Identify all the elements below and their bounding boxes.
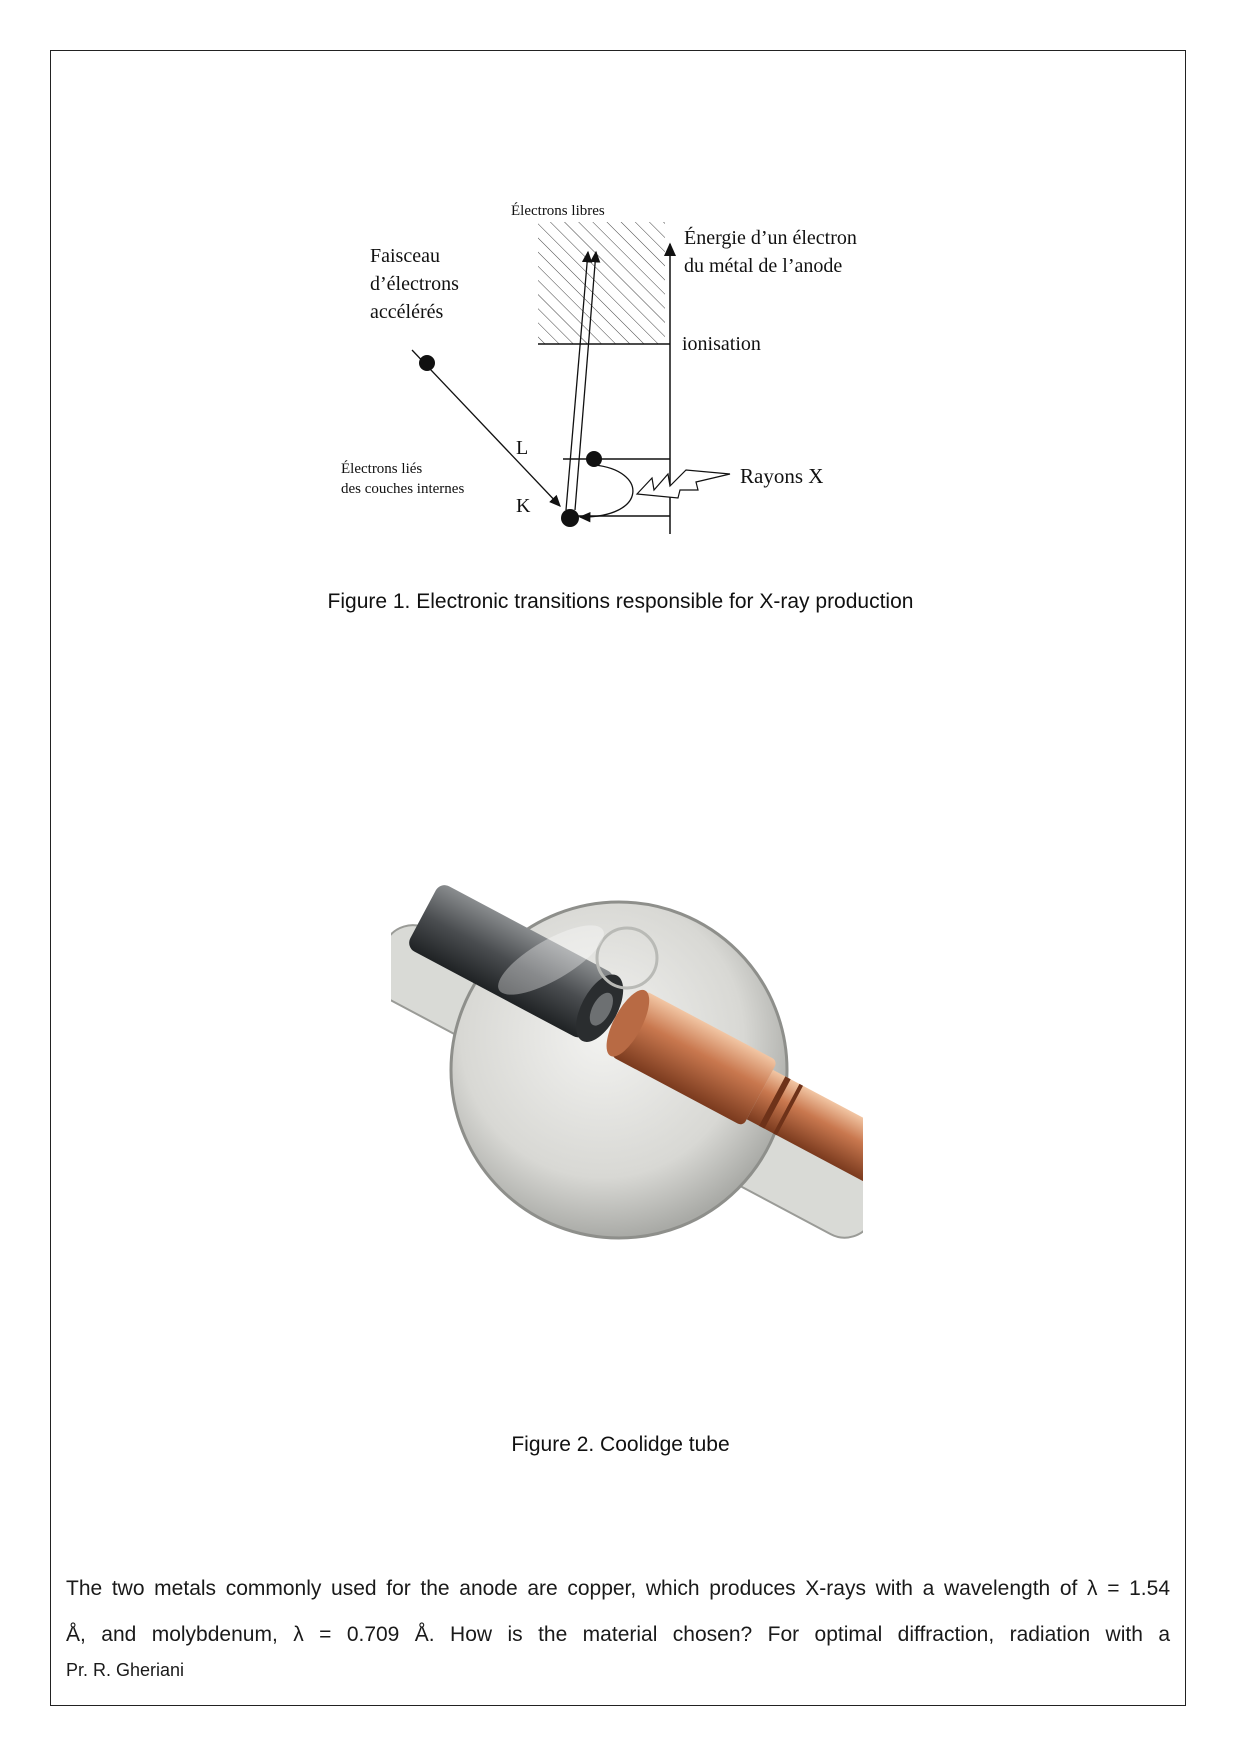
footer-author: Pr. R. Gheriani xyxy=(66,1660,185,1680)
continuum-hatch xyxy=(538,222,665,344)
beam-electron-dot xyxy=(419,355,435,371)
L-to-K-transition-arrow xyxy=(580,465,633,517)
beam-label-line3: accélérés xyxy=(370,301,444,323)
K-electron-dot xyxy=(561,509,579,527)
bound-electrons-label-line2: des couches internes xyxy=(341,481,465,497)
body-line-1: The two metals commonly used for the anode are copper, which produces X-rays with a wavelength of λ = 1.54 xyxy=(66,1577,1170,1600)
body-paragraph xyxy=(66,1566,1170,1658)
L-electron-dot xyxy=(586,451,602,467)
level-K-label: K xyxy=(516,495,531,517)
energy-label-line2: du métal de l’anode xyxy=(684,255,843,277)
beam-label-line2: d’électrons xyxy=(370,273,459,295)
free-electrons-label: Électrons libres xyxy=(511,203,605,219)
figure-2-coolidge-tube-image xyxy=(391,840,863,1312)
bound-electrons-label-line1: Électrons liés xyxy=(341,461,423,477)
figure-2-caption: Figure 2. Coolidge tube xyxy=(511,1433,730,1456)
figure-1-caption: Figure 1. Electronic transitions responsible for X-ray production xyxy=(327,590,914,613)
ionisation-label: ionisation xyxy=(682,333,761,355)
energy-label-line1: Énergie d’un électron xyxy=(684,227,857,249)
xray-zigzag xyxy=(637,470,730,498)
body-line-2: Å, and molybdenum, λ = 0.709 Å. How is the material chosen? For optimal diffraction, radiation with a xyxy=(66,1623,1170,1646)
xrays-label: Rayons X xyxy=(740,464,824,488)
figure-1-diagram xyxy=(330,200,930,550)
level-L-label: L xyxy=(516,437,529,459)
beam-label-line1: Faisceau xyxy=(370,245,440,267)
